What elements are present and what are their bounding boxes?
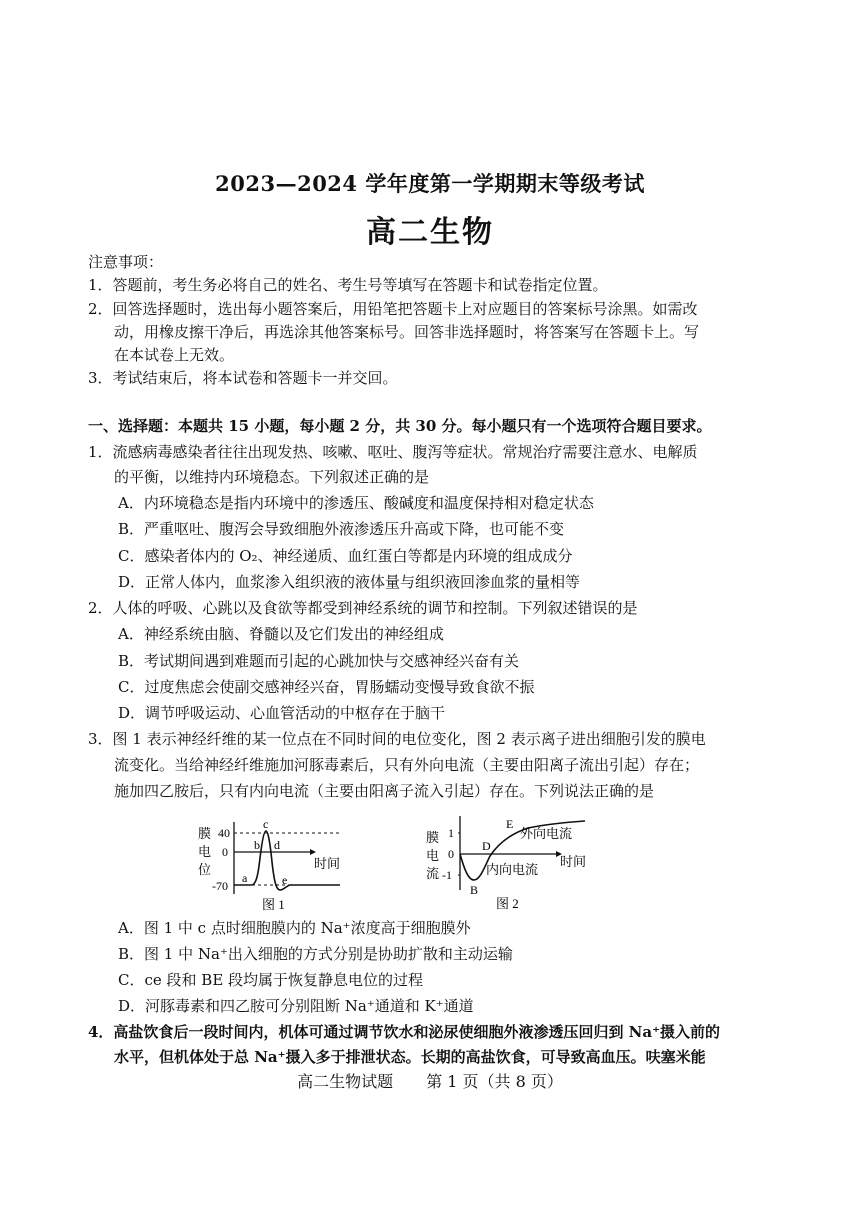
q2-option-b: B．考试期间遇到难题而引起的心跳加快与交感神经兴奋有关: [118, 652, 520, 670]
fig1-ylabel-3: 位: [198, 862, 212, 877]
figure-2-membrane-current: [420, 812, 600, 914]
fig2-ylabel-2: 电: [426, 848, 440, 863]
fig2-tick-minus1: -1: [442, 868, 452, 882]
fig2-tick-0: 0: [448, 847, 454, 861]
notice-item-2-cont: 动，用橡皮擦干净后，再选涂其他答案标号。回答非选择题时，将答案写在答题卡上。写: [114, 323, 700, 341]
fig2-point-b: B: [470, 883, 479, 897]
q3-stem-3: 施加四乙胺后，只有内向电流（主要由阳离子流入引起）存在。下列说法正确的是: [114, 782, 655, 800]
q3-option-b: B．图 1 中 Na⁺出入细胞的方式分别是协助扩散和主动运输: [118, 945, 513, 963]
q1-option-d: D．正常人体内，血浆渗入组织液的液体量与组织液回渗血浆的量相等: [118, 573, 581, 591]
fig1-point-e: e: [282, 873, 288, 887]
q3-stem-2: 流变化。当给神经纤维施加河豚毒素后，只有外向电流（主要由阳离子流出引起）存在；: [114, 756, 700, 774]
fig1-point-b: b: [254, 838, 260, 852]
q3-option-a: A．图 1 中 c 点时细胞膜内的 Na⁺浓度高于细胞膜外: [118, 919, 471, 937]
fig1-caption: 图 1: [262, 897, 285, 912]
q1-option-a: A．内环境稳态是指内环境中的渗透压、酸碱度和温度保持相对稳定状态: [118, 494, 594, 512]
notice-item-2-end: 在本试卷上无效。: [114, 346, 235, 364]
q1-option-c: C．感染者体内的 O₂、神经递质、血红蛋白等都是内环境的组成成分: [118, 547, 573, 565]
fig2-point-d: D: [482, 839, 491, 853]
notice-item-1: 1．答题前，考生务必将自己的姓名、考生号等填写在答题卡和试卷指定位置。: [88, 276, 608, 294]
q2-stem: 2．人体的呼吸、心跳以及食欲等都受到神经系统的调节和控制。下列叙述错误的是: [88, 599, 638, 617]
page-footer: [0, 1069, 860, 1092]
q1-option-b: B．严重呕吐、腹泻会导致细胞外液渗透压升高或下降，也可能不变: [118, 520, 565, 538]
fig1-tick-minus70: -70: [212, 879, 228, 893]
fig2-inward-label: 内向电流: [486, 862, 539, 877]
fig2-tick-1: 1: [448, 826, 454, 840]
q2-option-a: A．神经系统由脑、脊髓以及它们发出的神经组成: [118, 625, 444, 643]
fig1-ylabel-1: 膜: [198, 826, 212, 841]
q2-option-d: D．调节呼吸运动、心血管活动的中枢存在于脑干: [118, 704, 446, 722]
exam-subject: 高二生物: [366, 215, 494, 250]
fig2-ylabel-3: 流: [426, 866, 440, 881]
figure-1-membrane-potential: [190, 818, 360, 914]
q2-option-c: C．过度焦虑会使副交感神经兴奋，胃肠蠕动变慢导致食欲不振: [118, 678, 535, 696]
fig2-xlabel: 时间: [560, 854, 587, 869]
fig1-tick-0: 0: [222, 845, 228, 859]
section-heading: 一、选择题：本题共 15 小题，每小题 2 分，共 30 分。每小题只有一个选项符合题目要求。: [88, 417, 712, 435]
q1-stem-1: 1．流感病毒感染者往往出现发热、咳嗽、呕吐、腹泻等症状。常规治疗需要注意水、电解质: [88, 443, 698, 461]
fig2-ylabel-1: 膜: [426, 830, 440, 845]
footer-subject: 高二生物试题: [297, 1072, 394, 1091]
fig2-caption: 图 2: [496, 896, 519, 911]
q1-stem-2: 的平衡，以维持内环境稳态。下列叙述正确的是: [114, 468, 430, 486]
notice-item-2: 2．回答选择题时，选出每小题答案后，用铅笔把答题卡上对应题目的答案标号涂黑。如需改: [88, 300, 698, 318]
fig1-point-a: a: [242, 871, 248, 885]
q3-stem-1: 3．图 1 表示神经纤维的某一位点在不同时间的电位变化，图 2 表示离子进出细胞引发的膜电: [88, 730, 706, 748]
fig1-x-arrow: [310, 849, 316, 855]
q3-option-d: D．河豚毒素和四乙胺可分别阻断 Na⁺通道和 K⁺通道: [118, 997, 474, 1015]
notice-item-3: 3．考试结束后，将本试卷和答题卡一并交回。: [88, 369, 398, 387]
fig2-outward-label: 外向电流: [520, 826, 573, 841]
fig1-point-d: d: [274, 838, 280, 852]
exam-title: 2023—2024 学年度第一学期期末等级考试: [215, 171, 645, 196]
fig1-ylabel-2: 电: [198, 844, 212, 859]
fig1-xlabel: 时间: [314, 856, 341, 871]
q4-stem-2: 水平，但机体处于总 Na⁺摄入多于排泄状态。长期的高盐饮食，可导致高血压。呋塞米能: [114, 1048, 706, 1066]
fig1-point-c: c: [263, 818, 269, 831]
notice-heading: 注意事项：: [88, 253, 164, 271]
q3-option-c: C．ce 段和 BE 段均属于恢复静息电位的过程: [118, 971, 424, 989]
footer-page-number: 第 1 页（共 8 页）: [426, 1072, 563, 1091]
q4-stem-1: 4．高盐饮食后一段时间内，机体可通过调节饮水和泌尿使细胞外液渗透压回归到 Na⁺摄入前的: [88, 1023, 721, 1041]
fig2-point-e: E: [506, 817, 514, 831]
fig1-tick-40: 40: [218, 826, 230, 840]
